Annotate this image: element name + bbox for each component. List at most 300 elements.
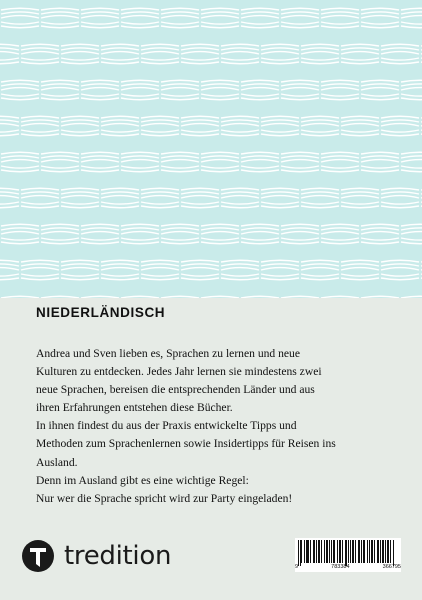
weave-strand [21,62,59,64]
weave-strand [41,228,79,230]
weave-strand [81,94,119,96]
weave-strand [281,94,319,96]
weave-cell [41,80,79,100]
weave-strand [321,232,359,234]
weave-strand [161,224,199,226]
barcode-bar [355,540,356,563]
weave-strand [281,22,319,24]
publisher-name: tredition [64,541,172,571]
weave-cell [161,152,199,172]
weave-cell [141,116,179,136]
weave-strand [101,202,139,204]
weave-strand [141,58,179,60]
weave-strand [221,44,259,46]
weave-strand [241,152,279,154]
weave-strand [201,80,239,82]
weave-strand [321,152,359,154]
weave-cell [121,152,159,172]
weave-strand [241,84,279,86]
weave-strand [401,152,422,154]
weave-strand [181,62,219,64]
weave-cell [241,80,279,100]
weave-strand [101,278,139,280]
weave-strand [0,192,19,194]
weave-strand [401,26,422,28]
weave-strand [381,196,419,198]
weave-cell [81,80,119,100]
weave-strand [361,88,399,90]
weave-strand [341,130,379,132]
weave-cell [81,224,119,244]
weave-strand [61,202,99,204]
weave-strand [61,268,99,270]
weave-strand [301,130,339,132]
weave-strand [261,130,299,132]
weave-strand [201,224,239,226]
weave-strand [201,238,239,240]
weave-strand [81,12,119,14]
weave-strand [181,124,219,126]
weave-strand [101,274,139,276]
weave-strand [341,62,379,64]
weave-strand [381,44,419,46]
weave-strand [181,52,219,54]
weave-strand [121,12,159,14]
barcode-bar [350,540,351,563]
weave-strand [281,224,319,226]
weave-cell [201,8,239,28]
weave-cell [181,188,219,208]
weave-strand [301,48,339,50]
weave-strand [321,160,359,162]
weave-strand [301,274,339,276]
weave-strand [121,84,159,86]
weave-cell [81,152,119,172]
weave-strand [0,260,19,262]
weave-strand [341,134,379,136]
weave-strand [161,8,199,10]
weave-strand [181,130,219,132]
weave-strand [81,98,119,100]
weave-strand [0,130,19,132]
weave-strand [201,152,239,154]
weave-strand [381,52,419,54]
weave-strand [141,188,179,190]
weave-strand [81,170,119,172]
weave-strand [141,278,179,280]
weave-strand [1,238,39,240]
weave-cell [401,224,422,244]
weave-strand [301,196,339,198]
weave-strand [141,124,179,126]
barcode-bar [339,540,340,563]
weave-strand [241,98,279,100]
weave-strand [0,206,19,208]
weave-strand [261,274,299,276]
weave-strand [181,202,219,204]
weave-strand [41,8,79,10]
weave-strand [61,188,99,190]
weave-strand [381,124,419,126]
weave-strand [221,62,259,64]
weave-strand [21,134,59,136]
barcode-bar [308,540,309,563]
weave-strand [121,80,159,82]
weave-strand [0,124,19,126]
weave-cell [1,224,39,244]
weave-strand [401,94,422,96]
weave-strand [241,22,279,24]
weave-strand [221,264,259,266]
weave-cell [261,260,299,280]
weave-strand [401,88,422,90]
weave-cell [41,152,79,172]
weave-strand [281,26,319,28]
barcode-bar [316,540,317,563]
weave-strand [161,26,199,28]
weave-strand [81,16,119,18]
weave-cell [241,152,279,172]
weave-strand [61,58,99,60]
weave-cell [341,260,379,280]
barcode-bar [340,540,341,563]
weave-strand [221,124,259,126]
weave-strand [301,58,339,60]
weave-strand [41,170,79,172]
weave-strand [1,98,39,100]
blurb-line: neue Sprachen, bereisen die entsprechenden Länder und aus [36,383,315,397]
barcode-bar [348,540,349,563]
weave-cell [301,44,339,64]
isbn-digit-group: 366795 [382,564,401,570]
weave-strand [261,196,299,198]
weave-strand [21,48,59,50]
weave-cell [341,44,379,64]
weave-strand [161,242,199,244]
weave-strand [41,12,79,14]
weave-strand [361,152,399,154]
barcode-bar [304,540,305,563]
weave-strand [41,242,79,244]
weave-strand [101,116,139,118]
weave-strand [381,120,419,122]
weave-strand [121,94,159,96]
weave-strand [141,206,179,208]
weave-cell [201,152,239,172]
weave-strand [281,8,319,10]
weave-strand [101,192,139,194]
weave-cell [21,116,59,136]
weave-strand [1,16,39,18]
weave-cell [61,116,99,136]
weave-strand [381,268,419,270]
weave-strand [81,156,119,158]
weave-strand [361,84,399,86]
weave-strand [81,242,119,244]
weave-strand [1,228,39,230]
weave-strand [101,52,139,54]
weave-strand [101,62,139,64]
weave-strand [401,228,422,230]
weave-strand [101,120,139,122]
weave-strand [321,224,359,226]
weave-strand [241,238,279,240]
barcode-bar [326,540,327,563]
weave-strand [401,160,422,162]
weave-strand [221,52,259,54]
weave-strand [161,94,199,96]
weave-strand [141,52,179,54]
isbn-digits [295,564,401,570]
weave-strand [201,12,239,14]
weave-strand [321,170,359,172]
weave-strand [301,120,339,122]
weave-strand [0,268,19,270]
weave-strand [321,166,359,168]
weave-strand [141,44,179,46]
weave-strand [261,120,299,122]
weave-strand [381,48,419,50]
weave-cell [381,44,419,64]
weave-cell [181,260,219,280]
weave-strand [341,58,379,60]
weave-strand [261,116,299,118]
weave-strand [201,170,239,172]
weave-strand [381,192,419,194]
weave-strand [361,8,399,10]
weave-strand [41,80,79,82]
weave-strand [21,264,59,266]
weave-strand [41,156,79,158]
weave-strand [181,268,219,270]
weave-cell [221,116,259,136]
weave-strand [181,264,219,266]
barcode-bar [324,540,325,563]
weave-strand [341,52,379,54]
weave-strand [221,134,259,136]
weave-strand [261,192,299,194]
barcode-bar [319,540,320,563]
weave-strand [361,232,399,234]
weave-strand [281,88,319,90]
weave-strand [361,26,399,28]
weave-cell [121,8,159,28]
weave-strand [1,152,39,154]
weave-strand [281,228,319,230]
weave-strand [21,52,59,54]
weave-strand [361,160,399,162]
weave-strand [241,160,279,162]
weave-strand [341,188,379,190]
weave-strand [41,94,79,96]
weave-strand [301,124,339,126]
weave-strand [81,152,119,154]
weave-strand [341,196,379,198]
weave-cell [261,44,299,64]
weave-strand [21,116,59,118]
weave-cell [321,224,359,244]
barcode-bar [318,540,319,563]
weave-strand [21,130,59,132]
weave-strand [101,264,139,266]
weave-strand [0,196,19,198]
weave-strand [41,84,79,86]
weave-strand [341,278,379,280]
weave-strand [161,156,199,158]
weave-strand [121,26,159,28]
weave-strand [241,156,279,158]
weave-strand [241,232,279,234]
weave-strand [21,268,59,270]
weave-strand [301,206,339,208]
weave-strand [121,242,159,244]
weave-strand [241,166,279,168]
weave-strand [361,228,399,230]
isbn-digit-group: 9 [295,564,299,570]
weave-cell [21,260,59,280]
weave-strand [281,12,319,14]
weave-cell [301,188,339,208]
weave-strand [261,264,299,266]
blurb-line: In ihnen findest du aus der Praxis entwickelte Tipps und [36,419,297,433]
weave-strand [1,12,39,14]
weave-cell [141,44,179,64]
weave-cell [301,260,339,280]
weave-strand [41,88,79,90]
weave-strand [21,188,59,190]
weave-strand [201,160,239,162]
weave-strand [161,152,199,154]
weave-strand [21,58,59,60]
weave-cell [361,152,399,172]
weave-strand [0,202,19,204]
barcode-bar [321,540,322,563]
weave-strand [101,124,139,126]
barcode-bar [367,540,368,563]
weave-strand [161,166,199,168]
weave-strand [101,58,139,60]
weave-strand [201,88,239,90]
weave-cell [101,188,139,208]
weave-cell [0,260,19,280]
weave-strand [21,278,59,280]
weave-strand [261,124,299,126]
weave-strand [321,80,359,82]
weave-strand [401,166,422,168]
weave-strand [121,8,159,10]
weave-strand [141,268,179,270]
weave-strand [101,268,139,270]
weave-strand [81,166,119,168]
weave-cell [0,44,19,64]
barcode-bar [352,540,353,563]
woven-pattern-background [0,0,422,298]
weave-cell [341,188,379,208]
weave-strand [341,264,379,266]
weave-strand [401,80,422,82]
weave-strand [401,22,422,24]
weave-strand [201,156,239,158]
weave-strand [0,188,19,190]
weave-strand [321,238,359,240]
weave-cell [321,152,359,172]
weave-strand [81,26,119,28]
weave-strand [401,242,422,244]
weave-strand [21,120,59,122]
weave-strand [301,202,339,204]
barcode-bar [358,540,359,563]
weave-strand [61,196,99,198]
weave-strand [241,16,279,18]
weave-strand [0,52,19,54]
weave-cell [261,116,299,136]
weave-strand [141,264,179,266]
weave-strand [1,22,39,24]
weave-strand [121,88,159,90]
weave-strand [81,232,119,234]
weave-strand [61,206,99,208]
weave-strand [221,116,259,118]
blurb-line: Methoden zum Sprachenlernen sowie Insidertipps für Reisen ins [36,437,336,451]
weave-cell [301,116,339,136]
weave-strand [21,274,59,276]
weave-cell [321,80,359,100]
book-title-heading: NIEDERLÄNDISCH [36,305,166,320]
blurb-line: ihren Erfahrungen entstehen diese Bücher. [36,401,233,415]
weave-strand [321,8,359,10]
barcode-bar [374,540,375,563]
weave-strand [361,94,399,96]
weave-strand [401,8,422,10]
weave-strand [1,160,39,162]
weave-strand [1,26,39,28]
weave-cell [141,188,179,208]
weave-cell [181,116,219,136]
weave-strand [0,134,19,136]
weave-strand [341,120,379,122]
barcode-bar [364,540,365,563]
weave-strand [81,88,119,90]
weave-strand [161,238,199,240]
weave-cell [241,224,279,244]
weave-cell [381,188,419,208]
weave-strand [401,98,422,100]
weave-cell [381,260,419,280]
weave-strand [361,16,399,18]
weave-strand [301,62,339,64]
weave-strand [61,116,99,118]
weave-strand [61,264,99,266]
weave-strand [1,166,39,168]
weave-strand [141,116,179,118]
weave-cell [101,44,139,64]
weave-strand [361,22,399,24]
weave-strand [241,26,279,28]
barcode-bar [372,540,373,563]
weave-strand [81,22,119,24]
barcode-bar [298,540,299,566]
weave-strand [361,242,399,244]
weave-strand [0,116,19,118]
weave-strand [261,62,299,64]
barcode-bar [390,540,391,563]
weave-strand [81,224,119,226]
barcode-bar [313,540,314,563]
weave-strand [161,88,199,90]
weave-strand [121,22,159,24]
weave-strand [261,44,299,46]
weave-strand [221,130,259,132]
